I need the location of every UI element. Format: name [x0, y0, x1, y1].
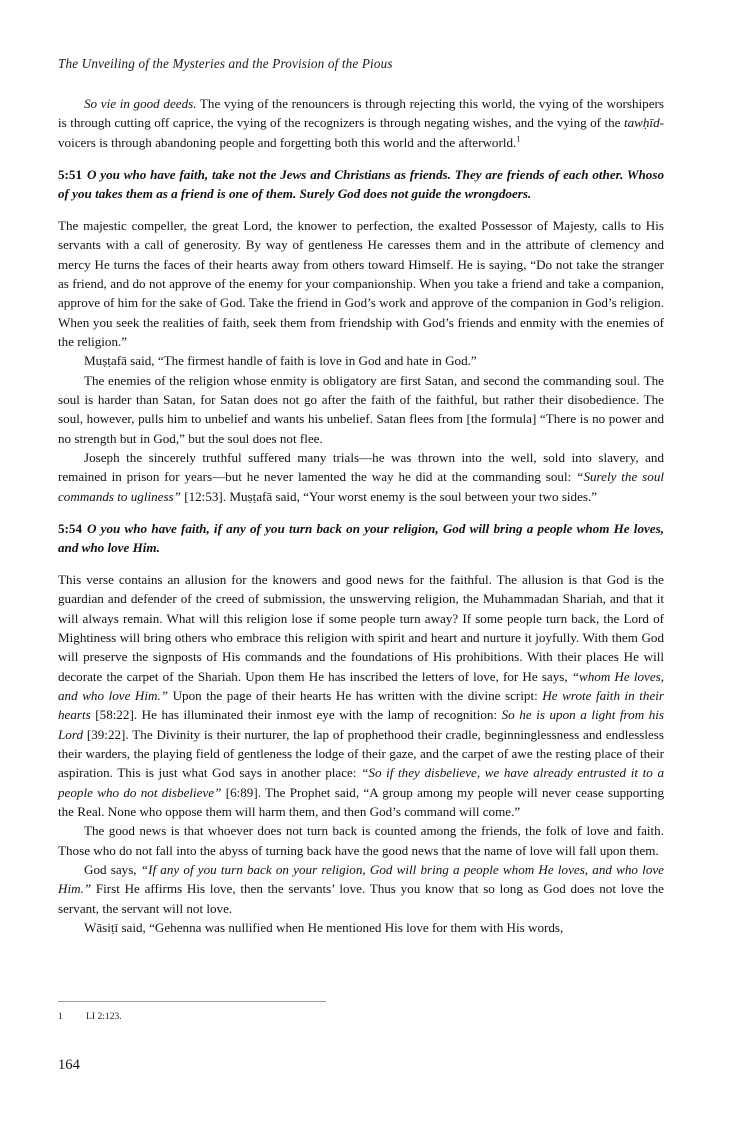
quran-phrase-so-vie: So vie in good deeds. — [84, 96, 197, 111]
footnote-separator-rule — [58, 1001, 326, 1002]
paragraph-allusion-e: [6:89]. The Prophet said, “A group among my people will never cease supporting the Real. None who oppose them will harm them, and then God’s command will come.” — [58, 784, 664, 819]
paragraph-god-says-a: God says, — [84, 861, 141, 877]
verse-text-5-54: O you who have faith, if any of you turn back on your religion, God will bring a people whom He loves, and who love Him. — [58, 520, 664, 555]
paragraph-wasiti: Wāsiṭī said, “Gehenna was nullified when He mentioned His love for them with His words, — [84, 920, 564, 935]
term-tawhid: tawḥīd — [623, 115, 660, 131]
quran-quote-5-54-repeat: “If any of you turn back on your religion, God will bring a people whom He loves, and who love Him.” — [58, 861, 664, 897]
quote-whom-he-loves: “whom He loves, and who love Him.” — [58, 668, 665, 703]
paragraph-god-says-b: First He affirms His love, then the servants’ love. Thus you know that so long as God does not love the servant, the servant will not love. — [58, 881, 664, 916]
paragraph-joseph — [58, 448, 664, 506]
paragraph-god-says — [58, 860, 664, 918]
quran-quote-6-89: “So if they disbelieve, we have already entrusted it to a people who do not disbelieve” — [58, 765, 664, 800]
main-text-block — [58, 94, 664, 937]
verse-heading-5-51 — [58, 165, 664, 204]
running-head: The Unveiling of the Mysteries and the Provision of the Pious — [58, 56, 393, 71]
quran-quote-39-22: So he is upon a light from his Lord — [58, 707, 664, 742]
paragraph-allusion-a: This verse contains an allusion for the knowers and good news for the faithful. The allusion is that God is the guardian and defender of the creed of submission, the unswerving religion, the Muhammadan Shariah, and that it will always remain. What will this religion lose if some people turn away? If some people turn back, the Lord of Mightiness will bring others who embrace this religion with spirit and heart and nurture it joyfully. With them God will preserve the signposts of His commands and the foundations of His prohibitions. With their places He will decorate the carpet of the Shariah. Upon them He has inscribed the letters of love, for He says, — [58, 571, 664, 684]
paragraph-allusion — [58, 570, 664, 821]
footnote-number: 1 — [58, 1011, 63, 1022]
footnote-reference-1[interactable]: 1 — [516, 133, 521, 144]
paragraph-allusion-d: [39:22]. The Divinity is their nurturer, the lap of prophethood their cradle, beginninglessness and endlessless their warders, the playing field of gentleness the lodge of their gaze, and the carpet of awe the resting place of their aspiration. This is just what God says in another place: — [58, 726, 664, 781]
paragraph-commentary-1: The majestic compeller, the great Lord, the knower to perfection, the exalted Possessor of Majesty, calls to His servants with a call of generosity. By way of gentleness He caresses them and in the attribute of clemency and mercy He turns the faces of their hearts away from others toward Himself. He is saying, “Do not take the stranger as friend, and do not approve of the enemy for your companionship. When you take a friend and take a companion, approve of him for the sake of God. Take the friend in God’s work and approve of the companion in God’s religion. When you seek the realities of faith, seek them from friendship with God’s friends and enmity with the enemies of the religion.” — [58, 217, 664, 349]
paragraph-opening — [58, 94, 664, 152]
verse-number-5-51: 5:51 — [58, 166, 83, 182]
paragraph-good-news: The good news is that whoever does not turn back is counted among the friends, the folk of love and faith. Those who do not fall into the abyss of turning back have the good news that the name of love will fall upon them. — [58, 823, 664, 858]
paragraph-opening-tail: -voicers is through abandoning people and forgetting both this world and the afterworld. — [58, 115, 664, 150]
paragraph-joseph-b: [12:53]. Muṣṭafā said, “Your worst enemy is the soul between your two sides.” — [180, 488, 598, 504]
paragraph-allusion-b: Upon the page of their hearts He has written with the divine script: — [168, 687, 543, 703]
page-number: 164 — [58, 1057, 80, 1073]
verse-text-5-51: O you who have faith, take not the Jews and Christians as friends. They are friends of each other. Whoso of you takes them as a friend is one of them. Surely God does not guide the wrongdoers. — [58, 166, 664, 201]
paragraph-mustafa-saying: Muṣṭafā said, “The firmest handle of faith is love in God and hate in God.” — [84, 353, 477, 369]
quran-quote-12-53: “Surely the soul commands to ugliness” — [58, 469, 665, 504]
paragraph-allusion-c: [58:22]. He has illuminated their inmost eye with the lamp of recognition: — [90, 707, 502, 723]
paragraph-enemies-of-religion: The enemies of the religion whose enmity is obligatory are first Satan, and second the commanding soul. The soul is harder than Satan, for Satan does not go after the faith of the faithful, but rather their disobedience. The soul, however, pulls him to unbelief and wants his unbelief. Satan flees from [the formula] “There is no power and no strength but in God,” but the soul does not flee. — [58, 372, 664, 446]
quran-quote-58-22: He wrote faith in their hearts — [58, 687, 665, 723]
footnote-text: LI 2:123. — [86, 1011, 122, 1022]
footnote-entry-1 — [58, 1011, 558, 1022]
paragraph-opening-rest: The vying of the renouncers is through rejecting this world, the vying of the worshipers is through cutting off caprice, the vying of the recognizers is through negating wishes, and the vying of the — [58, 96, 664, 131]
verse-number-5-54: 5:54 — [58, 520, 83, 536]
paragraph-joseph-a: Joseph the sincerely truthful suffered many trials—he was thrown into the well, sold into slavery, and remained in prison for years—but he never lamented the way he did at the commanding soul: — [58, 449, 664, 485]
verse-heading-5-54 — [58, 519, 664, 558]
